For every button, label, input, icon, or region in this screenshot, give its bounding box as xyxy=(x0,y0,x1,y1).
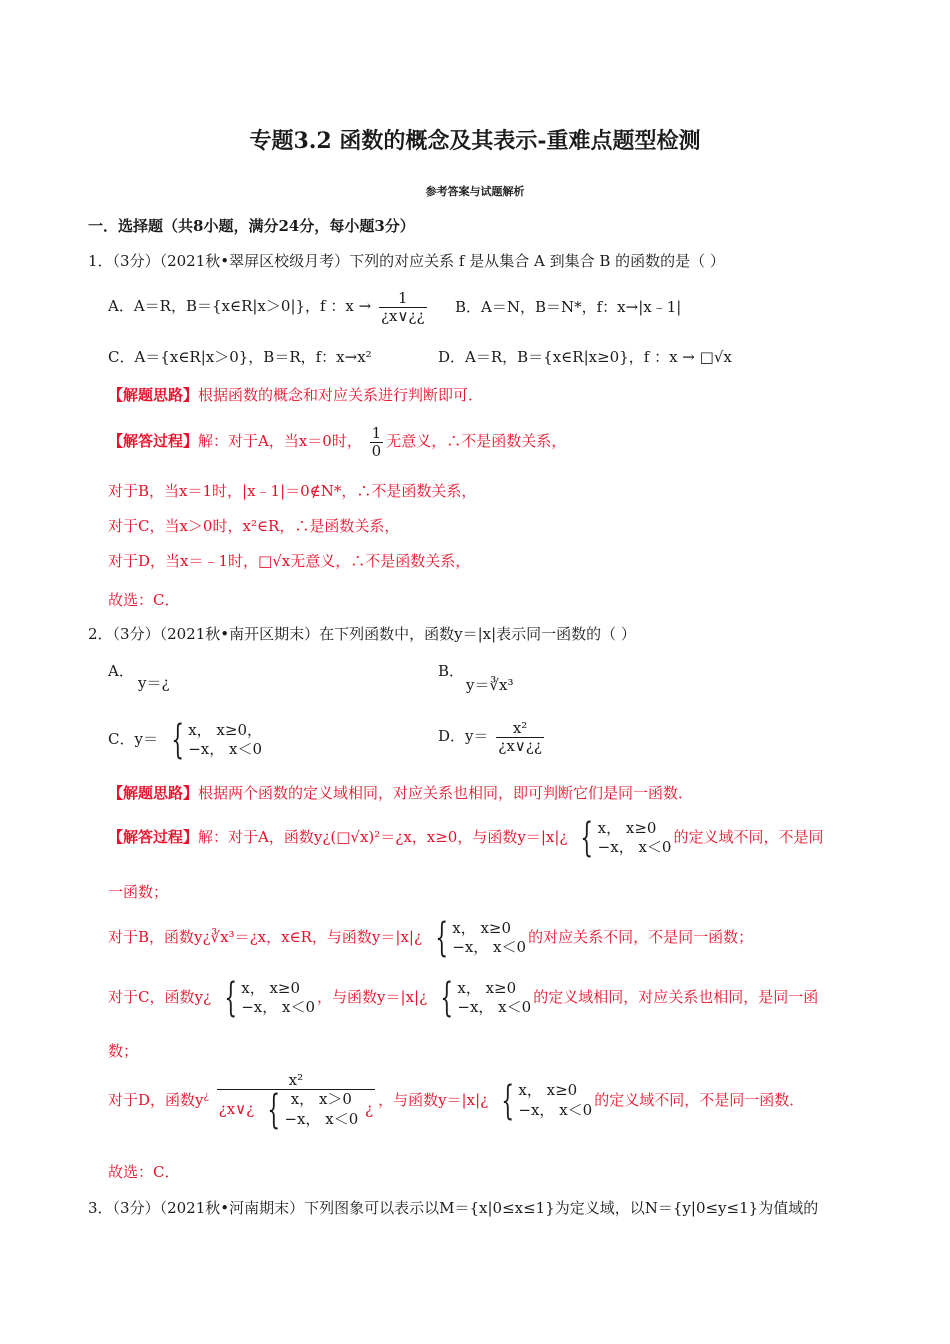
q1-option-a-fraction: $\frac{1}{¿x\vee¿¿}$ xyxy=(380,289,425,325)
q2-process-b-piecewise: { x， x≥0 −x， x＜0 xyxy=(435,915,527,961)
q2-option-b-label: B． xyxy=(438,662,465,680)
q2-process-c: 对于C，函数y¿ { x， x≥0 −x， x＜0 ，与函数y＝|x|¿ { x， x≥0 −x， x＜0 的定义域相同，对应关系也相同，是同一函 xyxy=(108,975,819,1021)
q2-process-c-cont: 数； xyxy=(108,1042,139,1060)
page-subtitle: 参考答案与试题解析 xyxy=(425,185,525,198)
q2-process-c-piecewise-left: { x， x≥0 −x， x＜0 xyxy=(224,975,316,1021)
q2-stem: 2．（3分）（2021秋•南开区期末）在下列函数中，函数y＝|x|表示同一函数的（ ） xyxy=(88,625,636,643)
q1-process-line-b: 对于B，当x＝1时，|x﹣1|＝0∉N*，∴不是函数关系， xyxy=(108,482,477,500)
section-heading: 一．选择题（共8小题，满分24分，每小题3分） xyxy=(88,217,415,235)
q2-answer: 故选：C． xyxy=(108,1163,180,1181)
q2-option-a-expr: y＝¿ xyxy=(138,674,170,692)
q2-idea: 【解题思路】根据两个函数的定义域相同，对应关系也相同，即可判断它们是同一函数． xyxy=(108,784,694,802)
q2-process-a: 【解答过程】解：对于A，函数y¿(□√x)²＝¿x，x≥0，与函数y＝|x|¿ { x， x≥0 −x， x＜0 的定义域不同，不是同 xyxy=(108,815,824,861)
q1-idea: 【解题思路】根据函数的概念和对应关系进行判断即可． xyxy=(108,386,484,404)
q2-option-a-label: A． xyxy=(108,662,134,680)
q1-process-line-d: 对于D，当x＝﹣1时，□√x无意义，∴不是函数关系， xyxy=(108,552,471,570)
q2-option-d-fraction: $\frac{\text{x²}}{¿x\vee¿¿}$ xyxy=(498,719,542,755)
q2-process-d-fraction: x² ¿x∨¿ { x， x＞0 −x， x＜0 ¿ xyxy=(218,1071,374,1133)
q1-option-c: C．A＝{x∈R|x＞0}，B＝R，f：x→x² xyxy=(108,348,372,366)
q1-process-fraction: $\frac{1}{0}$ xyxy=(371,424,382,460)
q1-process-line-c: 对于C，当x＞0时，x²∈R，∴是函数关系， xyxy=(108,517,400,535)
q1-option-a: A．A＝R，B＝{x∈R|x＞0|}，f ：x → $\frac{1}{¿x\vee¿¿}$ xyxy=(108,289,425,325)
q2-option-d: D．y＝ $\frac{\text{x²}}{¿x\vee¿¿}$ xyxy=(438,719,542,755)
page-title: 专题3.2 函数的概念及其表示-重难点题型检测 xyxy=(249,128,701,154)
q2-option-c: C．y＝ { x， x≥0， −x， x＜0 xyxy=(108,717,263,763)
q1-stem: 1．（3分）（2021秋•翠屏区校级月考）下列的对应关系 f 是从集合 A 到集合 B 的函数的是（ ） xyxy=(88,252,725,270)
q2-process-d-den-piecewise: { x， x＞0 −x， x＜0 xyxy=(267,1086,359,1133)
q2-process-d-piecewise: { x， x≥0 −x， x＜0 xyxy=(501,1077,593,1124)
q2-option-b-expr: y＝∛x³ xyxy=(466,676,514,694)
q3-stem: 3．（3分）（2021秋•河南期末）下列图象可以表示以M＝{x|0≤x≤1}为定义域，以N＝{y|0≤y≤1}为值域的 xyxy=(88,1199,819,1217)
q2-process-d: 对于D，函数y¿ x² ¿x∨¿ { x， x＞0 −x， x＜0 ¿ ，与函数y＝|x|¿ { x， x≥0 −x， x＜0 的定义域不同，不是同一函数． xyxy=(108,1071,805,1133)
q2-option-c-piecewise: { x， x≥0， −x， x＜0 xyxy=(171,717,263,763)
q1-option-d: D．A＝R，B＝{x∈R|x≥0}，f ：x → □√x xyxy=(438,348,732,366)
q1-answer: 故选：C． xyxy=(108,591,180,609)
q1-process: 【解答过程】解：对于A，当x＝0时， $\frac{1}{0}$ 无意义，∴不是函数关系， xyxy=(108,424,567,460)
q2-process-a-piecewise: { x， x≥0 −x， x＜0 xyxy=(580,815,672,861)
q2-process-c-piecewise-right: { x， x≥0 −x， x＜0 xyxy=(440,975,532,1021)
q2-process-a-cont: 一函数； xyxy=(108,883,169,901)
q1-option-b: B．A＝N，B＝N*，f：x→|x﹣1| xyxy=(455,298,682,316)
q2-process-b: 对于B，函数y¿∛x³＝¿x，x∈R，与函数y＝|x|¿ { x， x≥0 −x， x＜0 的对应关系不同，不是同一函数； xyxy=(108,915,754,961)
